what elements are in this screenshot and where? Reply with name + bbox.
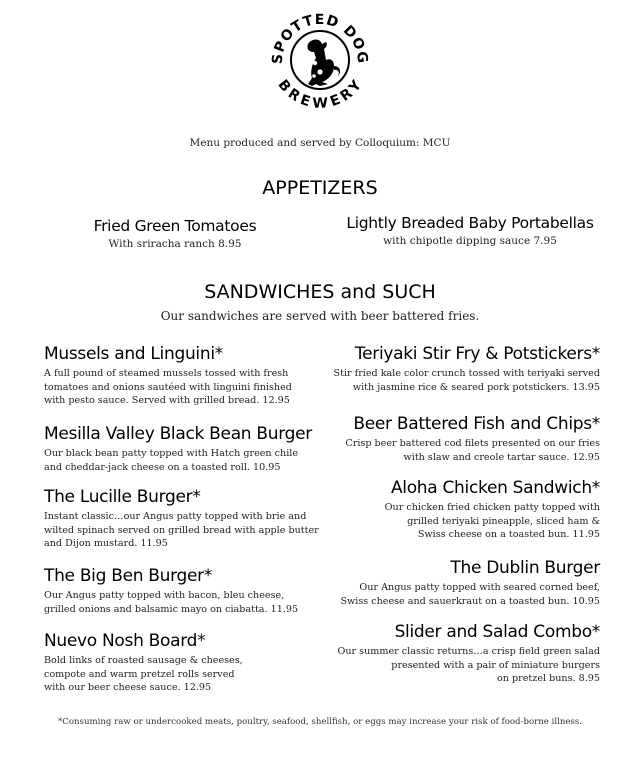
menu-item-aloha-chicken-sandwich xyxy=(330,478,600,542)
menu-item-name: Teriyaki Stir Fry & Potstickers* xyxy=(354,344,600,364)
menu-item-fish-and-chips xyxy=(330,414,600,464)
menu-item-desc: Our black bean patty topped with Hatch green chile and cheddar-jack cheese on a toasted roll. 10.95 xyxy=(44,448,299,473)
sandwiches-note: Our sandwiches are served with beer battered fries. xyxy=(160,309,480,323)
menu-item-name: The Lucille Burger* xyxy=(44,487,201,507)
menu-item-mussels-linguini xyxy=(44,344,314,408)
menu-item-desc: Our Angus patty topped with bacon, bleu cheese, grilled onions and balsamic mayo on ciabatta. 11.95 xyxy=(44,590,299,615)
menu-item-desc: Instant classic…our Angus patty topped with brie and wilted spinach served on grilled bread with apple butter and Dijon mustard. 11.95 xyxy=(44,511,319,549)
food-safety-footnote: *Consuming raw or undercooked meats, poultry, seafood, shellfish, or eggs may increase your risk of food-borne illness. xyxy=(57,717,583,727)
menu-item-desc: Our summer classic returns…a crisp field green salad presented with a pair of miniature burgers on pretzel buns. 8.95 xyxy=(337,646,600,684)
spotted-dog-brewery-logo xyxy=(268,8,372,112)
appetizer-desc: With sriracha ranch 8.95 xyxy=(108,238,242,250)
appetizer-item xyxy=(340,214,600,247)
menu-item-black-bean-burger xyxy=(44,424,324,474)
menu-item-desc: Bold links of roasted sausage & cheeses, compote and warm pretzel rolls served with our beer cheese sauce. 12.95 xyxy=(44,655,243,693)
logo-top-text: SPOTTED DOG xyxy=(269,11,371,65)
menu-item-name: Beer Battered Fish and Chips* xyxy=(353,414,600,434)
appetizers-heading: APPETIZERS xyxy=(262,177,378,199)
logo-bottom-text: BREWERY xyxy=(274,76,366,112)
menu-item-teriyaki-stir-fry xyxy=(330,344,600,394)
menu-item-name: The Big Ben Burger* xyxy=(44,566,213,586)
menu-item-name: Mesilla Valley Black Bean Burger xyxy=(44,424,312,444)
menu-item-desc: Crisp beer battered cod filets presented on our fries with slaw and creole tartar sauce. 12.95 xyxy=(345,438,600,463)
menu-item-dublin-burger xyxy=(330,558,600,608)
menu-item-name: Mussels and Linguini* xyxy=(44,344,223,364)
menu-item-big-ben-burger xyxy=(44,566,314,616)
menu-item-desc: A full pound of steamed mussels tossed with fresh tomatoes and onions sautéed with linguini finished with pesto sauce. Served with grilled bread. 12.95 xyxy=(44,368,292,406)
menu-item-name: Nuevo Nosh Board* xyxy=(44,631,206,651)
menu-item-desc: Stir fried kale color crunch tossed with teriyaki served with jasmine rice & seared pork potstickers. 13.95 xyxy=(333,368,600,393)
appetizer-name: Fried Green Tomatoes xyxy=(93,217,257,235)
appetizer-name: Lightly Breaded Baby Portabellas xyxy=(346,214,594,232)
menu-item-slider-salad-combo xyxy=(330,622,600,686)
appetizer-item xyxy=(70,217,280,250)
menu-item-name: The Dublin Burger xyxy=(450,558,600,578)
menu-item-desc: Our Angus patty topped with seared corned beef, Swiss cheese and sauerkraut on a toasted bun. 10.95 xyxy=(340,582,600,607)
appetizer-desc: with chipotle dipping sauce 7.95 xyxy=(383,235,557,247)
menu-item-nuevo-nosh-board xyxy=(44,631,314,695)
menu-item-desc: Our chicken fried chicken patty topped with grilled teriyaki pineapple, sliced ham & Swiss cheese on a toasted bun. 11.95 xyxy=(384,502,600,540)
menu-item-name: Slider and Salad Combo* xyxy=(394,622,600,642)
sandwiches-heading: SANDWICHES and SUCH xyxy=(204,281,436,303)
menu-item-name: Aloha Chicken Sandwich* xyxy=(390,478,600,498)
produced-by-note: Menu produced and served by Colloquium: MCU xyxy=(189,137,451,149)
menu-item-lucille-burger xyxy=(44,487,329,551)
dog-icon xyxy=(307,40,340,87)
